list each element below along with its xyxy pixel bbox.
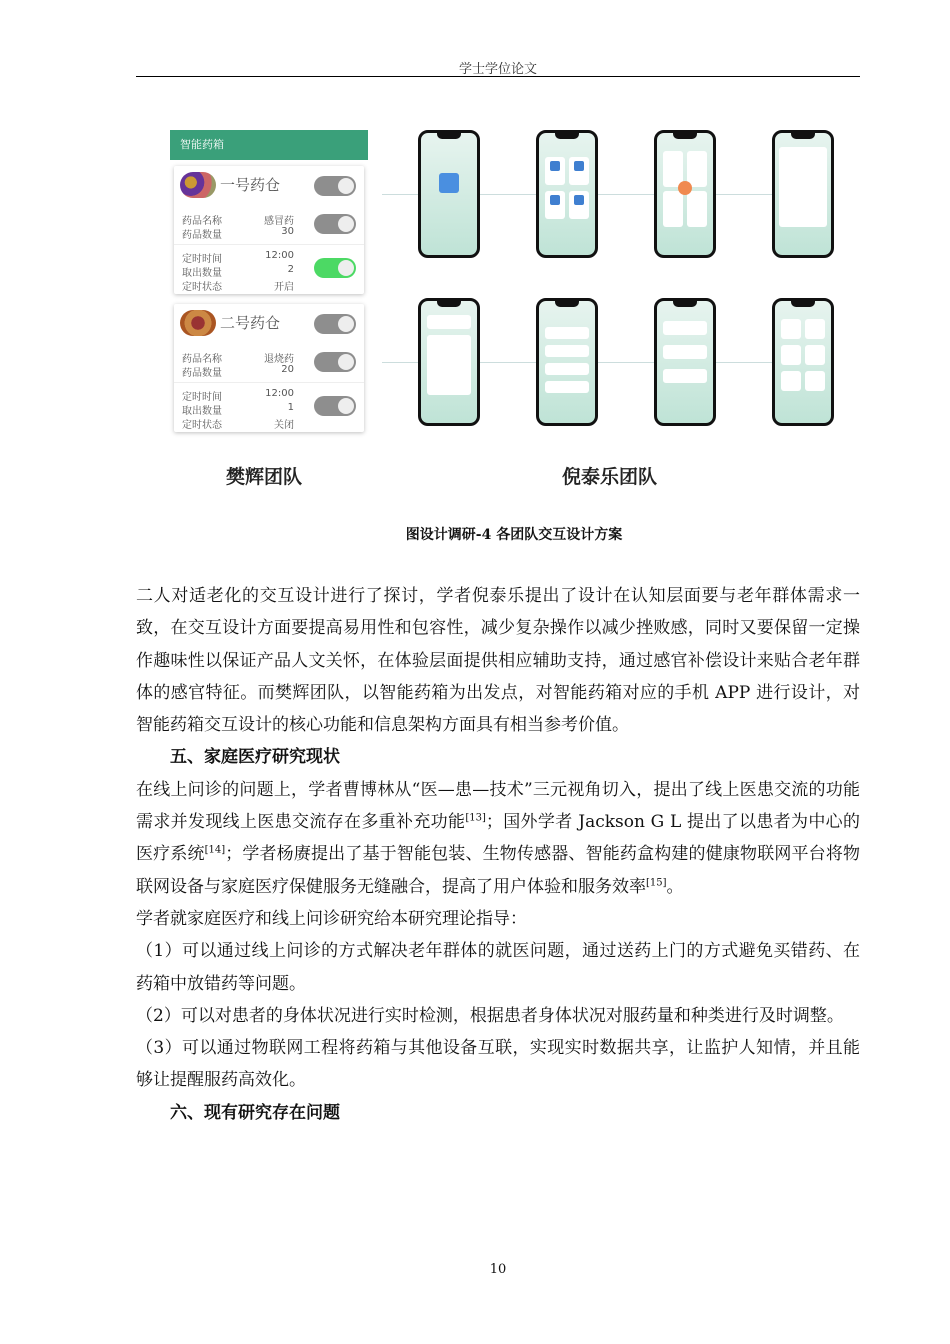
phone-menu-screen	[654, 130, 716, 258]
news-icon	[550, 195, 560, 205]
citation-13: [13]	[465, 812, 486, 824]
phone-services-screen	[772, 298, 834, 426]
bin-toggle[interactable]	[314, 314, 356, 334]
phone-profile-screen	[418, 298, 480, 426]
bin-title: 一号药仓	[220, 176, 281, 194]
header-rule	[136, 76, 860, 77]
pills-image	[180, 172, 216, 198]
paragraph: 学者就家庭医疗和线上问诊研究给本研究理论指导：	[136, 908, 527, 929]
section-heading: 六、现有研究存在问题	[170, 1102, 340, 1123]
running-header: 学士学位论文	[458, 62, 537, 77]
paragraph: 在线上问诊的问题上，学者曹博林从“医—患—技术”三元视角切入，提出了线上医患交流的功能需求并发现线上医患交流存在多重补充功能[13]；国外学者 Jackson G L 提出了以患者为中心的医疗系统[14]；学者杨赓提出了基于智能包装、生物传感器、智能药盒构建的健康物联网平台将物联网设备与家庭医疗保健服务无缝融合，提高了用户体验和服务效率[15]。	[136, 779, 861, 897]
timer-toggle-off[interactable]	[314, 396, 356, 416]
list-item: （2）可以对患者的身体状况进行实时检测，根据患者身体状况对服药量和种类进行及时调整。	[136, 1005, 844, 1026]
team-label-ni-taile: 倪泰乐团队	[562, 466, 658, 488]
phone-queue-screen	[654, 298, 716, 426]
plus-icon	[678, 181, 692, 195]
list-item: （3）可以通过物联网工程将药箱与其他设备互联，实现实时数据共享，让监护人知情，并且能够让提醒服药高效化。	[136, 1038, 860, 1091]
card-divider	[174, 244, 364, 245]
consult-icon	[550, 161, 560, 171]
body-text	[136, 580, 860, 1129]
drug-toggle[interactable]	[314, 214, 356, 234]
citation-15: [15]	[646, 877, 667, 889]
medicine-bin-card-1: 一号药仓 药品名称 感冒药 药品数量 30 定时时间 12:00 取出数量 2 定时状态 开启	[174, 166, 364, 294]
app-logo-icon	[439, 173, 459, 193]
phone-article-screen	[772, 130, 834, 258]
bin-toggle[interactable]	[314, 176, 356, 196]
page-number: 10	[489, 1262, 507, 1277]
timer-toggle-on[interactable]	[314, 258, 356, 278]
smart-medbox-app-screenshot	[170, 130, 368, 430]
pills-image	[180, 310, 216, 336]
phone-home-screen	[536, 130, 598, 258]
card-divider	[174, 382, 364, 383]
profile-icon	[574, 195, 584, 205]
list-item: （1）可以通过线上问诊的方式解决老年群体的就医问题，通过送药上门的方式避免买错药、在药箱中放错药等问题。	[136, 941, 860, 994]
medicine-bin-card-2: 二号药仓 药品名称 退烧药 药品数量 20 定时时间 12:00 取出数量 1 定时状态 关闭	[174, 304, 364, 432]
phone-splash-screen	[418, 130, 480, 258]
section-heading: 五、家庭医疗研究现状	[170, 747, 340, 768]
app-title-bar: 智能药箱	[170, 130, 368, 160]
phone-tasks-screen	[536, 298, 598, 426]
drug-toggle[interactable]	[314, 352, 356, 372]
paragraph: 二人对适老化的交互设计进行了探讨，学者倪泰乐提出了设计在认知层面要与老年群体需求一致，在交互设计方面要提高易用性和包容性，减少复杂操作以减少挫败感，同时又要保留一定操作趣味性以保证产品人文关怀，在体验层面提供相应辅助支持，通过感官补偿设计来贴合老年群体的感官特征。而樊辉团队，以智能药箱为出发点，对智能药箱对应的手机 APP 进行设计，对智能药箱交互设计的核心功能和信息架构方面具有相当参考价值。	[136, 586, 860, 736]
figure-caption: 图设计调研-4 各团队交互设计方案	[405, 527, 623, 543]
team-label-fan-hui: 樊辉团队	[226, 466, 303, 488]
figure	[170, 124, 850, 494]
citation-14: [14]	[204, 844, 226, 856]
clinic-icon	[574, 161, 584, 171]
bin-title: 二号药仓	[220, 314, 281, 332]
